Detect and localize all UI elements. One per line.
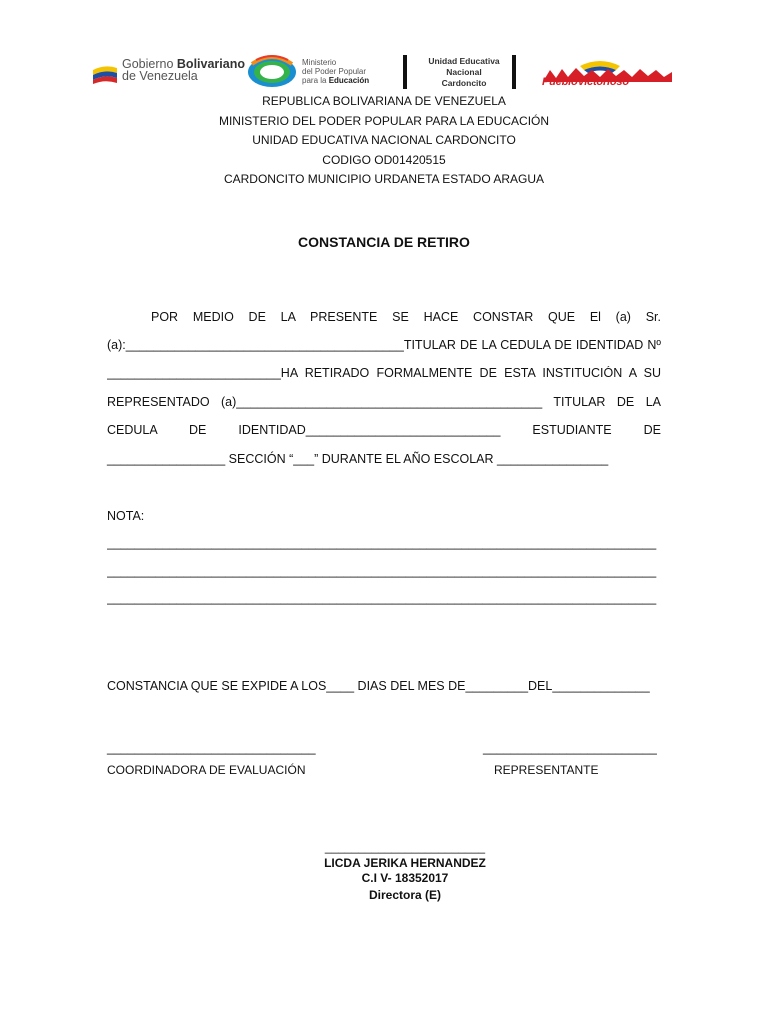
pueblo-victorioso-logo: [540, 58, 676, 92]
header-line: MINISTERIO DEL PODER POPULAR PARA LA EDUCACIÓN: [218, 113, 550, 128]
ministerio-educacion-logo: [246, 52, 396, 90]
director-name: LICDA JERIKA HERNANDEZ: [324, 856, 486, 870]
divider-right: [512, 55, 516, 89]
coordinadora-label: COORDINADORA DE EVALUACIÓN: [107, 763, 306, 777]
header-line: CARDONCITO MUNICIPIO URDANETA ESTADO ARAGUA: [223, 172, 545, 186]
nota-line: _______________________________________________________________________________: [107, 536, 657, 550]
director-ci: C.I V- 18352017: [361, 871, 449, 885]
nota-line: _______________________________________________________________________________: [107, 564, 657, 578]
header-line: REPUBLICA BOLIVARIANA DE VENEZUELA: [262, 94, 506, 108]
document-title: CONSTANCIA DE RETIRO: [298, 234, 470, 250]
director-role: Directora (E): [368, 888, 442, 902]
gobierno-bolivariano-logo: [92, 56, 245, 88]
director-signature-line: ________________________: [324, 840, 486, 854]
representante-label: REPRESENTANTE: [494, 763, 599, 777]
gobierno-text: Gobierno Bolivariano de Venezuela: [122, 57, 245, 83]
nota-line: _______________________________________________________________________________: [107, 591, 657, 605]
school-line: Nacional: [446, 67, 482, 77]
school-line: Unidad Educativa: [428, 56, 500, 66]
header-line: CODIGO OD01420515: [322, 152, 446, 167]
coordinadora-signature-line: ______________________________: [107, 741, 316, 755]
representante-signature-line: _________________________: [483, 741, 657, 755]
body-line: POR MEDIO DE LA PRESENTE SE HACE CONSTAR QUE El (a) Sr.: [151, 310, 661, 324]
body-line: _________________________HA RETIRADO FORMALMENTE DE ESTA INSTITUCIÓN A SU: [107, 366, 661, 380]
header-institution-block: [0, 92, 768, 190]
expide-line: CONSTANCIA QUE SE EXPIDE A LOS____ DIAS DEL MES DE_________DEL______________: [107, 679, 650, 693]
ministerio-text: Ministerio del Poder Popular para la Educación: [302, 58, 370, 85]
body-line: _________________ SECCIÓN “___” DURANTE EL AÑO ESCOLAR ________________: [107, 452, 609, 466]
body-line: CEDULA DE IDENTIDAD____________________________ ESTUDIANTE DE: [107, 423, 661, 437]
divider-left: [403, 55, 407, 89]
school-line: Cardoncito: [441, 78, 487, 88]
body-line: REPRESENTADO (a)____________________________________________ TITULAR DE LA: [107, 395, 661, 409]
ministerio-circle-icon: [246, 54, 298, 88]
body-line: (a):________________________________________TITULAR DE LA CEDULA DE IDENTIDAD Nº: [107, 338, 661, 352]
pueblo-victorioso-text: PuebloVictorioso: [542, 76, 629, 88]
venezuela-flag-icon: [92, 62, 118, 84]
school-name-block: [416, 56, 512, 89]
nota-label: NOTA:: [107, 509, 145, 523]
header-line: UNIDAD EDUCATIVA NACIONAL CARDONCITO: [252, 133, 516, 147]
